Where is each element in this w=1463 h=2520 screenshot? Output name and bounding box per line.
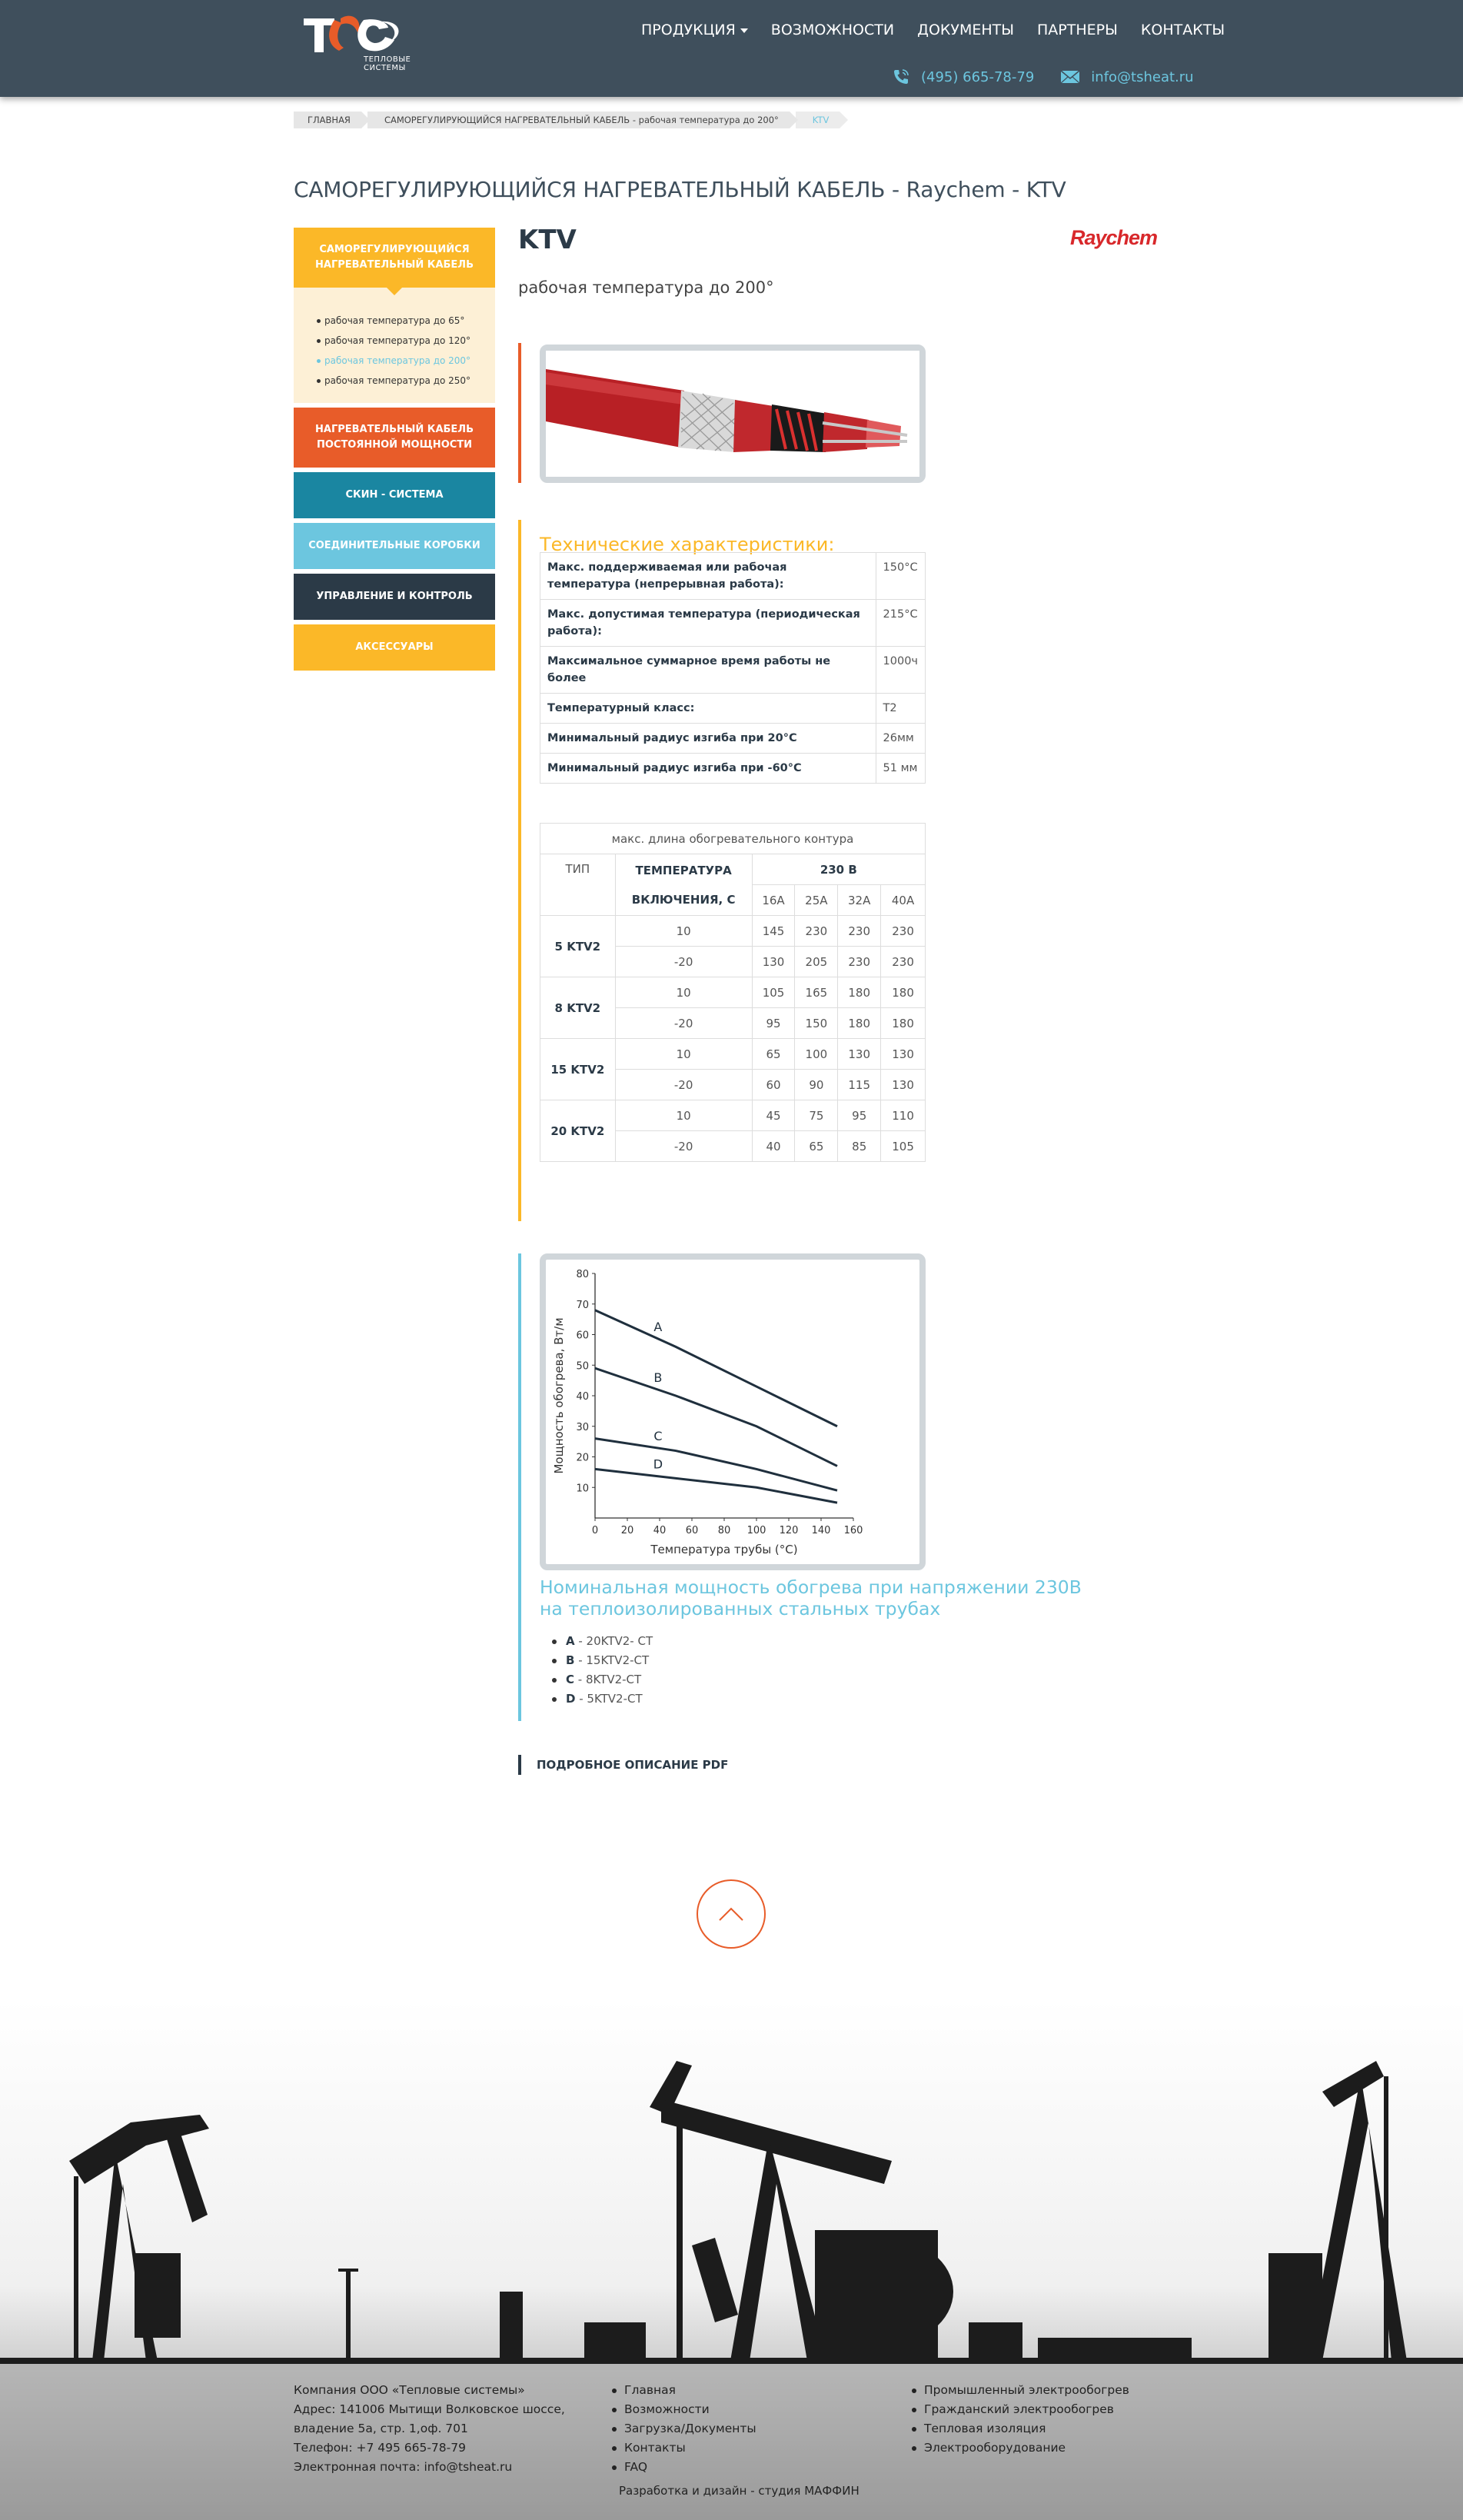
x-tick-label: 140 — [811, 1525, 831, 1536]
footer-link[interactable]: Контакты — [612, 2438, 756, 2458]
footer-nav-col-1 — [612, 2381, 756, 2477]
footer-link[interactable]: Электрооборудование — [912, 2438, 1129, 2458]
cell-temp: -20 — [615, 1008, 752, 1039]
col-temp-header: ТЕМПЕРАТУРА ВКЛЮЧЕНИЯ, С — [615, 854, 752, 916]
sidebar-cat-accessories[interactable]: АКСЕССУАРЫ — [294, 624, 495, 671]
sidebar-cat-constant-power[interactable]: НАГРЕВАТЕЛЬНЫЙ КАБЕЛЬ ПОСТОЯННОЙ МОЩНОСТИ — [294, 408, 495, 468]
amp-header: 25A — [795, 885, 838, 916]
footer-link[interactable]: Главная — [612, 2381, 756, 2400]
max-length-table — [540, 823, 926, 1162]
cell-value: 180 — [881, 977, 926, 1008]
specs-label: Температурный класс: — [540, 694, 876, 724]
footer-email-label: Электронная почта: — [294, 2460, 424, 2474]
cell-temp: -20 — [615, 1070, 752, 1100]
cell-value: 180 — [838, 977, 881, 1008]
col-voltage-header: 230 В — [752, 854, 925, 885]
x-tick-label: 100 — [746, 1525, 766, 1536]
logo-sub-line-2: СИСТЕМЫ — [364, 64, 406, 72]
page-title: САМОРЕГУЛИРУЮЩИЙСЯ НАГРЕВАТЕЛЬНЫЙ КАБЕЛЬ - Raychem - KTV — [294, 176, 1066, 202]
col-type-header: ТИП — [540, 854, 616, 916]
header-phone[interactable] — [892, 68, 1034, 86]
specs-value: 51 мм — [876, 754, 925, 784]
x-tick-label: 60 — [685, 1525, 699, 1536]
footer-address-2: владение 5а, стр. 1,оф. 701 — [294, 2422, 468, 2435]
y-tick-label: 20 — [576, 1452, 589, 1464]
header-phone-text: (495) 665-78-79 — [921, 68, 1035, 85]
series-label-d: D — [653, 1456, 663, 1472]
nav-capabilities[interactable]: ВОЗМОЖНОСТИ — [770, 22, 895, 38]
table-row — [540, 977, 926, 1008]
sidebar-cat-skin-system[interactable]: СКИН - СИСТЕМА — [294, 472, 495, 518]
legend-item — [552, 1651, 653, 1670]
specs-row — [540, 647, 926, 694]
table-row — [540, 1100, 926, 1131]
footer-link[interactable]: Гражданский электрообогрев — [912, 2400, 1129, 2419]
footer-credit[interactable]: Разработка и дизайн - студия МАФФИН — [619, 2484, 860, 2498]
header-email-text: info@tsheat.ru — [1091, 68, 1194, 85]
product-title: KTV — [518, 225, 577, 255]
footer-link[interactable]: Загрузка/Документы — [612, 2419, 756, 2438]
cell-value: 150 — [795, 1008, 838, 1039]
series-label-a: A — [653, 1319, 663, 1334]
cell-value: 230 — [795, 916, 838, 947]
brand-logo-text: Raychem — [1070, 226, 1158, 249]
chart-legend — [552, 1632, 653, 1709]
cell-value: 230 — [881, 947, 926, 977]
cell-value: 65 — [752, 1039, 795, 1070]
specs-label: Макс. допустимая температура (периодическая работа): — [540, 600, 876, 647]
legend-item — [552, 1670, 653, 1689]
x-tick-label: 20 — [620, 1525, 634, 1536]
y-tick-label: 10 — [576, 1483, 589, 1495]
specs-table — [540, 552, 926, 784]
cell-value: 130 — [838, 1039, 881, 1070]
cable-type: 20 KTV2 — [540, 1100, 616, 1162]
specs-section — [518, 520, 918, 1221]
cell-value: 75 — [795, 1100, 838, 1131]
main-nav — [641, 22, 1248, 38]
specs-label: Максимальное суммарное время работы не более — [540, 647, 876, 694]
cell-value: 130 — [752, 947, 795, 977]
cell-value: 180 — [838, 1008, 881, 1039]
sidebar-sub-item-current[interactable]: рабочая температура до 200° — [324, 351, 495, 371]
breadcrumb — [294, 112, 846, 128]
caret-down-icon — [740, 28, 748, 33]
header-email[interactable] — [1060, 69, 1193, 85]
nav-documents[interactable]: ДОКУМЕНТЫ — [917, 22, 1015, 38]
logo-subtitle — [364, 55, 411, 72]
cell-value: 180 — [881, 1008, 926, 1039]
cell-value: 40 — [752, 1131, 795, 1162]
y-tick-label: 50 — [576, 1360, 589, 1373]
table-header-row — [540, 854, 926, 885]
cell-temp: 10 — [615, 1039, 752, 1070]
cell-value: 95 — [838, 1100, 881, 1131]
specs-label: Макс. поддерживаемая или рабочая температура (непрерывная работа): — [540, 553, 876, 600]
x-tick-label: 80 — [717, 1525, 731, 1536]
cell-value: 85 — [838, 1131, 881, 1162]
specs-value: 26мм — [876, 724, 925, 754]
legend-key: D — [566, 1692, 576, 1706]
cell-value: 95 — [752, 1008, 795, 1039]
x-tick-label: 120 — [779, 1525, 799, 1536]
legend-key: A — [566, 1634, 575, 1648]
specs-label: Минимальный радиус изгиба при 20°C — [540, 724, 876, 754]
cell-temp: -20 — [615, 1131, 752, 1162]
logo-sub-line-1: ТЕПЛОВЫЕ — [364, 55, 411, 64]
breadcrumb-home[interactable]: ГЛАВНАЯ — [294, 112, 361, 128]
x-tick-label: 40 — [653, 1525, 667, 1536]
cell-value: 100 — [795, 1039, 838, 1070]
legend-text: - 20KTV2- CT — [574, 1634, 653, 1648]
cell-value: 65 — [795, 1131, 838, 1162]
legend-item — [552, 1632, 653, 1651]
table-row — [540, 1039, 926, 1070]
specs-heading: Технические характеристики: — [540, 534, 835, 555]
cable-type: 8 KTV2 — [540, 977, 616, 1039]
sidebar-sub-item[interactable]: рабочая температура до 120° — [324, 331, 495, 351]
nav-products[interactable] — [641, 22, 748, 38]
cable-image — [546, 351, 919, 477]
breadcrumb-category[interactable]: САМОРЕГУЛИРУЮЩИЙСЯ НАГРЕВАТЕЛЬНЫЙ КАБЕЛЬ - рабочая температура до 200° — [367, 112, 790, 128]
site-header — [0, 0, 1463, 97]
cell-value: 230 — [838, 916, 881, 947]
table-row — [540, 916, 926, 947]
series-line-b — [595, 1368, 837, 1466]
main-content — [518, 223, 1172, 1799]
chart-caption: Номинальная мощность обогрева при напряжении 230В на теплоизолированных стальных трубах — [540, 1576, 1082, 1620]
cell-temp: 10 — [615, 977, 752, 1008]
specs-value: 150°C — [876, 553, 925, 600]
sidebar-sub-item[interactable]: рабочая температура до 250° — [324, 371, 495, 391]
sidebar-cat-junction-boxes[interactable]: СОЕДИНИТЕЛЬНЫЕ КОРОБКИ — [294, 523, 495, 569]
specs-row — [540, 553, 926, 600]
footer-link[interactable]: Тепловая изоляция — [912, 2419, 1129, 2438]
cable-type: 5 KTV2 — [540, 916, 616, 977]
amp-header: 16A — [752, 885, 795, 916]
sidebar — [294, 228, 495, 675]
series-line-d — [595, 1469, 837, 1503]
series-label-b: B — [653, 1370, 663, 1386]
footer-nav-col-2 — [912, 2381, 1129, 2458]
cell-value: 90 — [795, 1070, 838, 1100]
specs-value: T2 — [876, 694, 925, 724]
specs-label: Минимальный радиус изгиба при -60°C — [540, 754, 876, 784]
y-tick-label: 80 — [576, 1269, 589, 1280]
amp-header: 40A — [881, 885, 926, 916]
sidebar-cat-self-regulating[interactable]: САМОРЕГУЛИРУЮЩИЙСЯ НАГРЕВАТЕЛЬНЫЙ КАБЕЛЬ — [294, 228, 495, 288]
y-tick-label: 30 — [576, 1421, 589, 1433]
power-chart — [546, 1260, 919, 1564]
cell-value: 230 — [881, 916, 926, 947]
cell-value: 105 — [881, 1131, 926, 1162]
cell-value: 60 — [752, 1070, 795, 1100]
legend-text: - 15KTV2-CT — [574, 1653, 650, 1667]
nav-contacts[interactable]: КОНТАКТЫ — [1140, 22, 1225, 38]
footer-phone: Телефон: +7 495 665-78-79 — [294, 2441, 466, 2455]
cell-value: 110 — [881, 1100, 926, 1131]
brand-logo — [1069, 225, 1172, 251]
legend-key: C — [566, 1673, 575, 1686]
x-tick-label: 0 — [591, 1525, 599, 1536]
cable-type: 15 KTV2 — [540, 1039, 616, 1100]
pdf-description-link[interactable]: ПОДРОБНОЕ ОПИСАНИЕ PDF — [518, 1755, 728, 1775]
specs-row — [540, 600, 926, 647]
cell-value: 205 — [795, 947, 838, 977]
nav-partners[interactable]: ПАРТНЕРЫ — [1037, 22, 1118, 38]
footer-email-line — [294, 2458, 565, 2477]
cell-value: 230 — [838, 947, 881, 977]
cell-value: 130 — [881, 1039, 926, 1070]
cell-value: 165 — [795, 977, 838, 1008]
footer-email-link[interactable]: info@tsheat.ru — [424, 2460, 513, 2474]
cell-value: 115 — [838, 1070, 881, 1100]
footer-link[interactable]: Возможности — [612, 2400, 756, 2419]
cell-value: 145 — [752, 916, 795, 947]
y-tick-label: 70 — [576, 1299, 589, 1311]
product-image-section — [518, 343, 540, 483]
legend-text: - 5KTV2-CT — [575, 1692, 643, 1706]
back-to-top-button[interactable] — [697, 1879, 766, 1949]
specs-value: 215°C — [876, 600, 925, 647]
breadcrumb-current: KTV — [796, 112, 840, 128]
y-tick-label: 40 — [576, 1391, 589, 1403]
specs-value: 1000ч — [876, 647, 925, 694]
footer-link[interactable]: Промышленный электрообогрев — [912, 2381, 1129, 2400]
footer-link[interactable]: FAQ — [612, 2458, 756, 2477]
cell-temp: 10 — [615, 916, 752, 947]
product-subtitle: рабочая температура до 200° — [518, 278, 774, 297]
chevron-up-icon — [718, 1906, 744, 1922]
specs-row — [540, 694, 926, 724]
cell-value: 105 — [752, 977, 795, 1008]
sidebar-submenu — [294, 288, 495, 403]
amp-header: 32A — [838, 885, 881, 916]
x-tick-label: 160 — [843, 1525, 863, 1536]
cell-value: 130 — [881, 1070, 926, 1100]
footer-company-info — [294, 2381, 565, 2477]
sidebar-cat-control[interactable]: УПРАВЛЕНИЕ И КОНТРОЛЬ — [294, 574, 495, 620]
product-image-frame — [540, 345, 926, 483]
specs-row — [540, 724, 926, 754]
cell-temp: 10 — [615, 1100, 752, 1131]
legend-key: B — [566, 1653, 575, 1667]
table-caption: макс. длина обогревательного контура — [540, 824, 926, 854]
legend-text: - 8KTV2-CT — [574, 1673, 642, 1686]
cell-temp: -20 — [615, 947, 752, 977]
legend-item — [552, 1689, 653, 1709]
chart-frame — [540, 1253, 926, 1570]
footer-company: Компания ООО «Тепловые системы» — [294, 2383, 525, 2397]
cell-value: 45 — [752, 1100, 795, 1131]
series-label-c: C — [653, 1429, 663, 1444]
series-line-a — [595, 1310, 837, 1426]
x-axis-label: Температура трубы (°C) — [650, 1543, 798, 1556]
y-tick-label: 60 — [576, 1330, 589, 1342]
y-axis-label: Мощность обогрева, Вт/м — [552, 1317, 566, 1474]
nav-products-label: ПРОДУКЦИЯ — [641, 22, 736, 38]
phone-icon — [892, 68, 910, 86]
header-contacts — [892, 68, 1220, 86]
mail-icon — [1060, 69, 1080, 85]
chart-section — [518, 1253, 1082, 1721]
footer-address-1: Адрес: 141006 Мытищи Волковское шоссе, — [294, 2402, 565, 2416]
sidebar-sub-item[interactable]: рабочая температура до 65° — [324, 311, 495, 331]
specs-row — [540, 754, 926, 784]
table-caption-row — [540, 824, 926, 854]
